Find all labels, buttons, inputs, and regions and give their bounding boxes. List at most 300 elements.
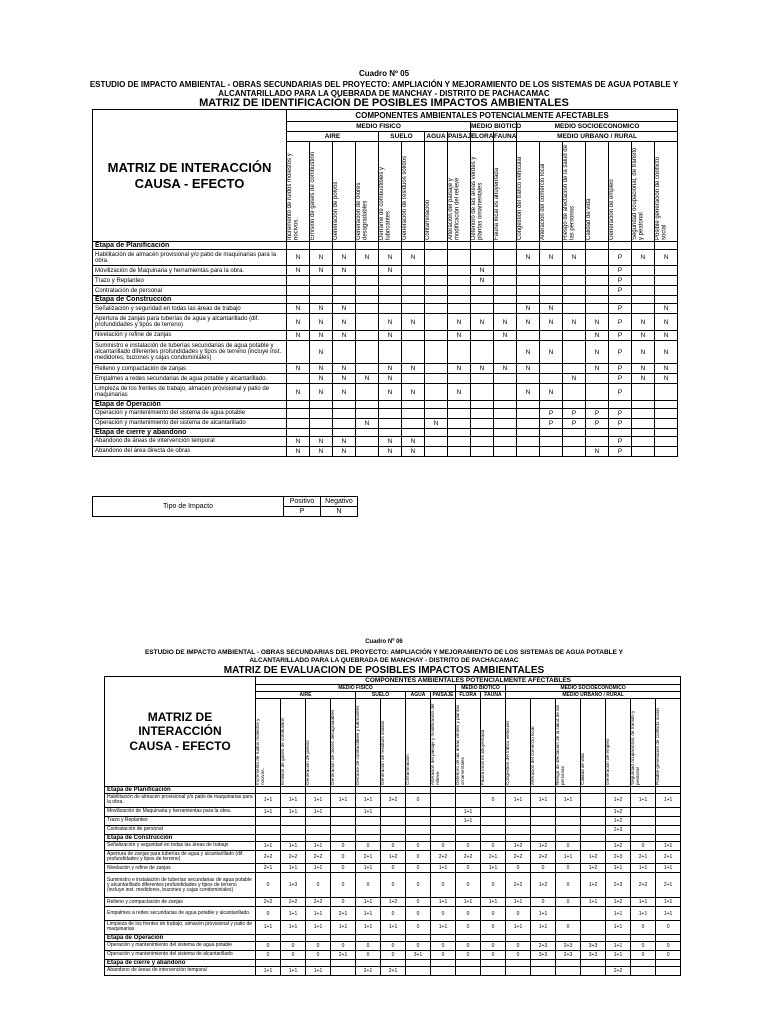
evaluation-matrix bbox=[104, 676, 681, 976]
m1-stage-row bbox=[93, 400, 678, 408]
m2-impact-cell: 0 bbox=[256, 907, 281, 921]
m2-impact-cell: 0 bbox=[331, 864, 356, 873]
m2-stage-cell bbox=[556, 934, 581, 941]
m2-impact-cell: 1+1 bbox=[356, 794, 381, 808]
m1-impact-cell bbox=[356, 384, 379, 400]
m1-activity-label: Suministro e instalación de tuberías secundarias de agua potable y alcantarillado diferentes profundidades y tipos de terreno (incluye inst. medidores, buzones y cajas condominiales) bbox=[93, 340, 287, 364]
m1-impact-cell bbox=[632, 276, 655, 286]
m2-impact-cell: 2+2 bbox=[631, 873, 656, 898]
m2-impact-cell: 1+1 bbox=[281, 966, 306, 975]
m2-impact-cell bbox=[481, 807, 506, 816]
m2-activity-row bbox=[105, 841, 681, 850]
m1-impact-cell: N bbox=[310, 384, 333, 400]
m2-impact-cell bbox=[356, 825, 381, 834]
m2-impact-cell: 0 bbox=[356, 950, 381, 959]
m1-impact-cell: N bbox=[471, 276, 494, 286]
m2-impact-cell: 1+2 bbox=[606, 816, 631, 825]
m2-impact-cell: 0 bbox=[381, 864, 406, 873]
m2-activity-row bbox=[105, 864, 681, 873]
m1-impact-cell: N bbox=[333, 446, 356, 456]
m2-impact-cell: 0 bbox=[381, 907, 406, 921]
m2-stage-cell bbox=[631, 787, 656, 794]
m2-factor-header bbox=[631, 699, 656, 787]
m2-activity-label: Señalización y seguridad en todas las áreas de trabajo bbox=[105, 841, 256, 850]
m1-impact-cell bbox=[448, 250, 471, 266]
m1-impact-cell bbox=[471, 408, 494, 418]
m1-impact-cell: N bbox=[310, 250, 333, 266]
m2-impact-cell: 1+2 bbox=[531, 873, 556, 898]
m1-activity-row bbox=[93, 314, 678, 330]
m2-impact-cell: 0 bbox=[556, 864, 581, 873]
m1-stage-cell bbox=[655, 400, 678, 408]
fauna-header: FAUNA bbox=[494, 133, 517, 140]
m2-impact-cell: 0 bbox=[406, 864, 431, 873]
m1-impact-cell bbox=[517, 330, 540, 340]
m1-impact-cell bbox=[425, 286, 448, 296]
m1-stage-cell bbox=[563, 400, 586, 408]
m2-impact-cell: 0 bbox=[556, 920, 581, 934]
m1-impact-cell: N bbox=[402, 250, 425, 266]
m2-impact-cell: 2+2 bbox=[506, 850, 531, 864]
m2-impact-cell bbox=[481, 966, 506, 975]
m1-impact-cell: P bbox=[609, 446, 632, 456]
m2-impact-cell: 0 bbox=[631, 920, 656, 934]
m2-impact-cell: 0 bbox=[656, 941, 681, 950]
suelo-header: SUELO bbox=[379, 132, 425, 142]
m1-impact-cell bbox=[563, 340, 586, 364]
m2-impact-cell bbox=[556, 825, 581, 834]
m2-stage-cell bbox=[506, 934, 531, 941]
m1-stage-cell bbox=[540, 242, 563, 250]
m1-stage-cell bbox=[379, 428, 402, 436]
m2-impact-cell: 0 bbox=[656, 950, 681, 959]
m1-impact-cell bbox=[540, 276, 563, 286]
m2-activity-row bbox=[105, 966, 681, 975]
m2-activity-label: Movilización de Maquinaria y herramientas para la obra. bbox=[105, 807, 256, 816]
m1-impact-cell bbox=[632, 286, 655, 296]
m2-activity-row bbox=[105, 873, 681, 898]
m1-impact-cell bbox=[356, 330, 379, 340]
m1-impact-cell bbox=[655, 286, 678, 296]
m1-impact-cell: N bbox=[517, 314, 540, 330]
m1-stage-cell bbox=[356, 400, 379, 408]
m2-impact-cell: 1+2 bbox=[581, 864, 606, 873]
m1-factor-header bbox=[540, 142, 563, 242]
m2-impact-cell bbox=[631, 825, 656, 834]
m1-stage-cell bbox=[563, 296, 586, 304]
m2-impact-cell bbox=[331, 825, 356, 834]
m1-impact-cell: N bbox=[310, 374, 333, 384]
m2-impact-cell bbox=[431, 966, 456, 975]
m2-impact-cell: 0 bbox=[656, 920, 681, 934]
m1-impact-cell bbox=[356, 276, 379, 286]
legend-negative-code: N bbox=[321, 507, 358, 517]
m2-impact-cell: 0 bbox=[456, 941, 481, 950]
m1-activity-row bbox=[93, 276, 678, 286]
m2-impact-cell: 2+2 bbox=[281, 898, 306, 907]
m2-impact-cell: 1+1 bbox=[456, 816, 481, 825]
m2-impact-cell: 1+1 bbox=[256, 920, 281, 934]
m1-impact-cell: P bbox=[609, 408, 632, 418]
aire-header: AIRE bbox=[287, 132, 379, 142]
m1-stage-cell bbox=[333, 296, 356, 304]
m2-stage-cell bbox=[331, 934, 356, 941]
medio-fisico-header: MEDIO FISICO bbox=[287, 122, 471, 132]
m2-impact-cell bbox=[456, 794, 481, 808]
m1-impact-cell bbox=[287, 418, 310, 428]
m2-stage-cell bbox=[381, 787, 406, 794]
m1-stage-cell bbox=[471, 428, 494, 436]
m1-stage-label: Etapa de Operación bbox=[93, 400, 287, 408]
m2-factor-header bbox=[656, 699, 681, 787]
m2-activity-label: Abandono de áreas de intervención temporal bbox=[105, 966, 256, 975]
m1-impact-cell: N bbox=[517, 340, 540, 364]
m1-impact-cell: N bbox=[471, 266, 494, 276]
m2-impact-cell: 2+1 bbox=[356, 850, 381, 864]
m2-stage-cell bbox=[531, 787, 556, 794]
m2-impact-cell bbox=[581, 816, 606, 825]
m2-stage-cell bbox=[656, 787, 681, 794]
m1-impact-cell: P bbox=[609, 314, 632, 330]
m1-impact-cell bbox=[540, 286, 563, 296]
m2-impact-cell: 0 bbox=[506, 864, 531, 873]
m1-impact-cell bbox=[586, 374, 609, 384]
m2-stage-cell bbox=[356, 834, 381, 841]
m2-impact-cell bbox=[581, 825, 606, 834]
m2-impact-cell: 1+2 bbox=[606, 841, 631, 850]
m2-impact-cell: 1+2 bbox=[581, 850, 606, 864]
m2-stage-cell bbox=[381, 834, 406, 841]
m2-impact-cell: 1+1 bbox=[531, 794, 556, 808]
m2-impact-cell: 1+1 bbox=[306, 907, 331, 921]
m1-stage-cell bbox=[586, 296, 609, 304]
m1-impact-cell: N bbox=[586, 330, 609, 340]
m2-impact-cell bbox=[406, 816, 431, 825]
m1-impact-cell: N bbox=[655, 374, 678, 384]
m1-impact-cell bbox=[494, 446, 517, 456]
m1-impact-cell: N bbox=[356, 418, 379, 428]
m1-impact-cell bbox=[471, 418, 494, 428]
m1-impact-cell bbox=[310, 408, 333, 418]
m1-impact-cell: N bbox=[287, 314, 310, 330]
m2-impact-cell bbox=[431, 825, 456, 834]
m1-impact-cell bbox=[563, 436, 586, 446]
m2-impact-cell: 0 bbox=[481, 920, 506, 934]
m2-factor-header bbox=[281, 699, 306, 787]
m1-impact-cell: N bbox=[310, 364, 333, 374]
m2-impact-cell: 0 bbox=[456, 841, 481, 850]
m2-impact-cell: 0 bbox=[631, 841, 656, 850]
m1-impact-cell bbox=[402, 276, 425, 286]
m2-impact-cell: 1+1 bbox=[506, 920, 531, 934]
m1-impact-cell bbox=[471, 384, 494, 400]
m2-impact-cell: 0 bbox=[281, 941, 306, 950]
m1-impact-cell: N bbox=[379, 266, 402, 276]
m1-impact-cell: N bbox=[494, 364, 517, 374]
m2-impact-cell: 3+3 bbox=[531, 950, 556, 959]
m2-stage-row bbox=[105, 959, 681, 966]
m1-impact-cell: N bbox=[632, 364, 655, 374]
fauna-header-2: FAUNA bbox=[481, 692, 506, 699]
m2-impact-cell: 1+1 bbox=[481, 898, 506, 907]
m2-impact-cell: 1+1 bbox=[506, 794, 531, 808]
m1-activity-label: Operación y mantenimiento del sistema de agua potable bbox=[93, 408, 287, 418]
m1-impact-cell: N bbox=[287, 364, 310, 374]
m2-impact-cell: 1+1 bbox=[306, 807, 331, 816]
m1-impact-cell bbox=[448, 436, 471, 446]
m1-impact-cell bbox=[586, 286, 609, 296]
m2-impact-cell bbox=[356, 816, 381, 825]
m2-impact-cell: 0 bbox=[381, 873, 406, 898]
m2-impact-cell: 1+1 bbox=[256, 807, 281, 816]
m2-impact-cell bbox=[406, 966, 431, 975]
m1-factor-label: Alteración del paisaje y modificación del relieve bbox=[448, 177, 461, 240]
m1-factor-header bbox=[563, 142, 586, 242]
m2-impact-cell: 0 bbox=[481, 941, 506, 950]
m2-stage-cell bbox=[556, 834, 581, 841]
m1-impact-cell: N bbox=[356, 250, 379, 266]
m1-impact-cell bbox=[287, 276, 310, 286]
aire-header-2: AIRE bbox=[256, 692, 356, 699]
legend-label: Tipo de Impacto bbox=[93, 497, 284, 517]
m2-factor-label: Riesgo de afectación de la salud de las personas bbox=[555, 704, 565, 785]
m2-impact-cell: 1+1 bbox=[656, 907, 681, 921]
m1-impact-cell: N bbox=[310, 266, 333, 276]
m1-stage-cell bbox=[517, 428, 540, 436]
components-header-2: COMPONENTES AMBIENTALES POTENCIALMENTE AFECTABLES bbox=[256, 677, 681, 685]
m1-activity-row bbox=[93, 384, 678, 400]
m1-activity-row bbox=[93, 250, 678, 266]
m1-impact-cell bbox=[425, 374, 448, 384]
m1-stage-cell bbox=[356, 242, 379, 250]
m1-impact-cell: N bbox=[540, 250, 563, 266]
m2-impact-cell bbox=[631, 816, 656, 825]
m2-impact-cell: 1+1 bbox=[606, 864, 631, 873]
m2-impact-cell: 2+2 bbox=[306, 850, 331, 864]
m1-stage-cell bbox=[402, 428, 425, 436]
m2-impact-cell: 1+1 bbox=[256, 794, 281, 808]
m1-impact-cell: N bbox=[333, 374, 356, 384]
m1-impact-cell: N bbox=[310, 314, 333, 330]
m2-impact-cell: 1+1 bbox=[656, 794, 681, 808]
m1-impact-cell bbox=[517, 286, 540, 296]
m2-impact-cell: 0 bbox=[431, 873, 456, 898]
m2-impact-cell: 0 bbox=[256, 873, 281, 898]
m2-factor-label: Derrame de combustibles y lubricantes bbox=[355, 705, 360, 785]
m1-impact-cell bbox=[425, 340, 448, 364]
m2-impact-cell: 0 bbox=[556, 841, 581, 850]
m1-impact-cell bbox=[448, 374, 471, 384]
m1-stage-label: Etapa de Construcción bbox=[93, 296, 287, 304]
m1-stage-cell bbox=[402, 296, 425, 304]
m1-impact-cell: N bbox=[494, 330, 517, 340]
m2-stage-cell bbox=[256, 934, 281, 941]
paisaje-header-2: PAISAJE bbox=[432, 692, 454, 698]
m2-factor-header bbox=[306, 699, 331, 787]
m2-impact-cell: 0 bbox=[481, 794, 506, 808]
m1-stage-cell bbox=[517, 242, 540, 250]
m1-factor-header bbox=[402, 142, 425, 242]
m2-stage-cell bbox=[506, 787, 531, 794]
m2-stage-cell bbox=[656, 934, 681, 941]
m2-factor-label: Emisión de gases de combustión bbox=[280, 717, 285, 785]
m2-impact-cell: 1+1 bbox=[556, 794, 581, 808]
m2-impact-cell bbox=[656, 816, 681, 825]
m1-impact-cell bbox=[586, 250, 609, 266]
m2-stage-cell bbox=[606, 934, 631, 941]
m1-factor-label: Riesgo de afectación de la salud de las personas bbox=[563, 144, 576, 240]
m2-impact-cell bbox=[581, 841, 606, 850]
m1-impact-cell bbox=[448, 276, 471, 286]
m1-impact-cell bbox=[655, 384, 678, 400]
m1-impact-cell: N bbox=[517, 384, 540, 400]
legend-table bbox=[92, 496, 358, 517]
m1-activity-row bbox=[93, 374, 678, 384]
m2-factor-header bbox=[481, 699, 506, 787]
m1-impact-cell bbox=[379, 418, 402, 428]
m2-factor-header bbox=[406, 699, 431, 787]
agua-header: AGUA bbox=[426, 133, 446, 140]
m1-impact-cell bbox=[356, 266, 379, 276]
m2-impact-cell: 1+1 bbox=[606, 920, 631, 934]
m2-impact-cell: 0 bbox=[406, 907, 431, 921]
m1-impact-cell: N bbox=[287, 384, 310, 400]
m2-impact-cell: 3+3 bbox=[581, 941, 606, 950]
m2-stage-cell bbox=[531, 959, 556, 966]
study-title-2-line2: ALCANTARILLADO PARA LA QUEBRADA DE MANCHAY - DISTRITO DE PACHACAMAC bbox=[249, 657, 519, 664]
m1-activity-label: Relleno y compactación de zanjas bbox=[93, 364, 287, 374]
m2-impact-cell: 0 bbox=[356, 941, 381, 950]
m1-stage-cell bbox=[632, 242, 655, 250]
m2-impact-cell: 0 bbox=[481, 950, 506, 959]
m1-stage-cell bbox=[448, 400, 471, 408]
agua-header-2: AGUA bbox=[406, 692, 431, 699]
m2-activity-label: Operación y mantenimiento del sistema de alcantarillado bbox=[105, 950, 256, 959]
matrix-title-2: MATRIZ DE EVALUACION DE POSIBLES IMPACTOS AMBIENTALES bbox=[223, 665, 545, 676]
m1-stage-cell bbox=[402, 400, 425, 408]
m1-impact-cell bbox=[632, 408, 655, 418]
m2-stage-cell bbox=[656, 834, 681, 841]
m2-stage-cell bbox=[306, 834, 331, 841]
m1-impact-cell bbox=[379, 304, 402, 314]
medio-socio-header-2: MEDIO SOCIOECONOMICO bbox=[506, 685, 681, 692]
m2-impact-cell: 0 bbox=[456, 907, 481, 921]
m1-stage-cell bbox=[310, 400, 333, 408]
m1-impact-cell bbox=[425, 446, 448, 456]
m2-impact-cell: 1+1 bbox=[656, 864, 681, 873]
m2-stage-row bbox=[105, 934, 681, 941]
m2-impact-cell bbox=[506, 966, 531, 975]
m1-impact-cell bbox=[402, 330, 425, 340]
m1-stage-row bbox=[93, 242, 678, 250]
m2-stage-label: Etapa de Operación bbox=[105, 934, 256, 941]
m2-stage-cell bbox=[306, 959, 331, 966]
m2-impact-cell bbox=[506, 816, 531, 825]
m2-impact-cell bbox=[456, 966, 481, 975]
m2-stage-cell bbox=[456, 959, 481, 966]
m2-impact-cell: 1+1 bbox=[531, 920, 556, 934]
m2-impact-cell bbox=[531, 807, 556, 816]
m1-stage-row bbox=[93, 428, 678, 436]
m2-impact-cell: 2+3 bbox=[556, 950, 581, 959]
m2-stage-cell bbox=[556, 959, 581, 966]
m1-impact-cell bbox=[448, 266, 471, 276]
m2-stage-cell bbox=[406, 959, 431, 966]
m1-stage-cell bbox=[425, 428, 448, 436]
m2-activity-label: Limpieza de los frentes de trabajo, almacén provisional y patio de maquinarias bbox=[105, 920, 256, 934]
m2-impact-cell: 0 bbox=[456, 864, 481, 873]
m2-impact-cell: 1+1 bbox=[506, 898, 531, 907]
m1-impact-cell bbox=[494, 250, 517, 266]
m2-impact-cell: 0 bbox=[556, 873, 581, 898]
m1-impact-cell bbox=[402, 266, 425, 276]
m2-activity-row bbox=[105, 907, 681, 921]
m2-impact-cell: 1+1 bbox=[631, 898, 656, 907]
m1-factor-header bbox=[655, 142, 678, 242]
m1-stage-cell bbox=[448, 242, 471, 250]
m2-activity-label: Trazo y Replanteo bbox=[105, 816, 256, 825]
m2-factor-header bbox=[556, 699, 581, 787]
m2-impact-cell: 1+1 bbox=[281, 841, 306, 850]
m2-impact-cell: 0 bbox=[306, 950, 331, 959]
m2-impact-cell: 0 bbox=[381, 841, 406, 850]
m1-factor-header bbox=[471, 142, 494, 242]
m2-impact-cell: 1+1 bbox=[381, 920, 406, 934]
m2-impact-cell: 1+2 bbox=[531, 841, 556, 850]
m2-factor-label: Generación de residuos sólidos bbox=[380, 720, 385, 785]
m1-stage-cell bbox=[471, 242, 494, 250]
m2-impact-cell bbox=[481, 825, 506, 834]
m1-stage-cell bbox=[540, 400, 563, 408]
m1-impact-cell: N bbox=[402, 384, 425, 400]
m2-impact-cell: 0 bbox=[381, 950, 406, 959]
m2-activity-label: Suministro e instalación de tuberías secundarias de agua potable y alcantarillado diferentes profundidades y tipos de terreno (incluye inst. medidores, buzones y cajas condominiales) bbox=[105, 873, 256, 898]
m2-impact-cell bbox=[556, 907, 581, 921]
m1-impact-cell bbox=[425, 276, 448, 286]
m1-impact-cell bbox=[356, 286, 379, 296]
m1-impact-cell bbox=[517, 374, 540, 384]
m2-impact-cell: 1+1 bbox=[556, 850, 581, 864]
m1-impact-cell bbox=[356, 340, 379, 364]
m1-stage-cell bbox=[287, 400, 310, 408]
m1-stage-cell bbox=[379, 400, 402, 408]
matrix-corner-2 bbox=[105, 677, 256, 787]
m1-factor-header bbox=[287, 142, 310, 242]
m2-impact-cell: 2+3 bbox=[556, 941, 581, 950]
m1-factor-label: Deterioro de las áreas verdes y plantas ornamentales bbox=[471, 156, 484, 240]
m2-impact-cell bbox=[331, 966, 356, 975]
m2-impact-cell: 2+1 bbox=[356, 966, 381, 975]
m1-impact-cell: N bbox=[586, 364, 609, 374]
m2-impact-cell: 0 bbox=[456, 950, 481, 959]
m2-stage-cell bbox=[406, 787, 431, 794]
m1-impact-cell: N bbox=[379, 436, 402, 446]
m1-stage-cell bbox=[494, 242, 517, 250]
m2-impact-cell: 0 bbox=[531, 898, 556, 907]
m2-activity-label: Habilitación de almacén provisional y/o patio de maquinarias para la obra. bbox=[105, 794, 256, 808]
legend-positive: Positivo bbox=[284, 497, 321, 507]
m1-activity-row bbox=[93, 286, 678, 296]
m1-impact-cell: N bbox=[494, 314, 517, 330]
m1-factor-header bbox=[333, 142, 356, 242]
m1-impact-cell: N bbox=[287, 330, 310, 340]
m1-impact-cell bbox=[333, 408, 356, 418]
m2-stage-cell bbox=[631, 834, 656, 841]
m2-impact-cell: 0 bbox=[306, 941, 331, 950]
m2-impact-cell: 0 bbox=[331, 873, 356, 898]
m2-impact-cell: 1+1 bbox=[281, 864, 306, 873]
m2-factor-label: Seguridad ocupacional, de tránsito y peatonal bbox=[630, 710, 640, 785]
